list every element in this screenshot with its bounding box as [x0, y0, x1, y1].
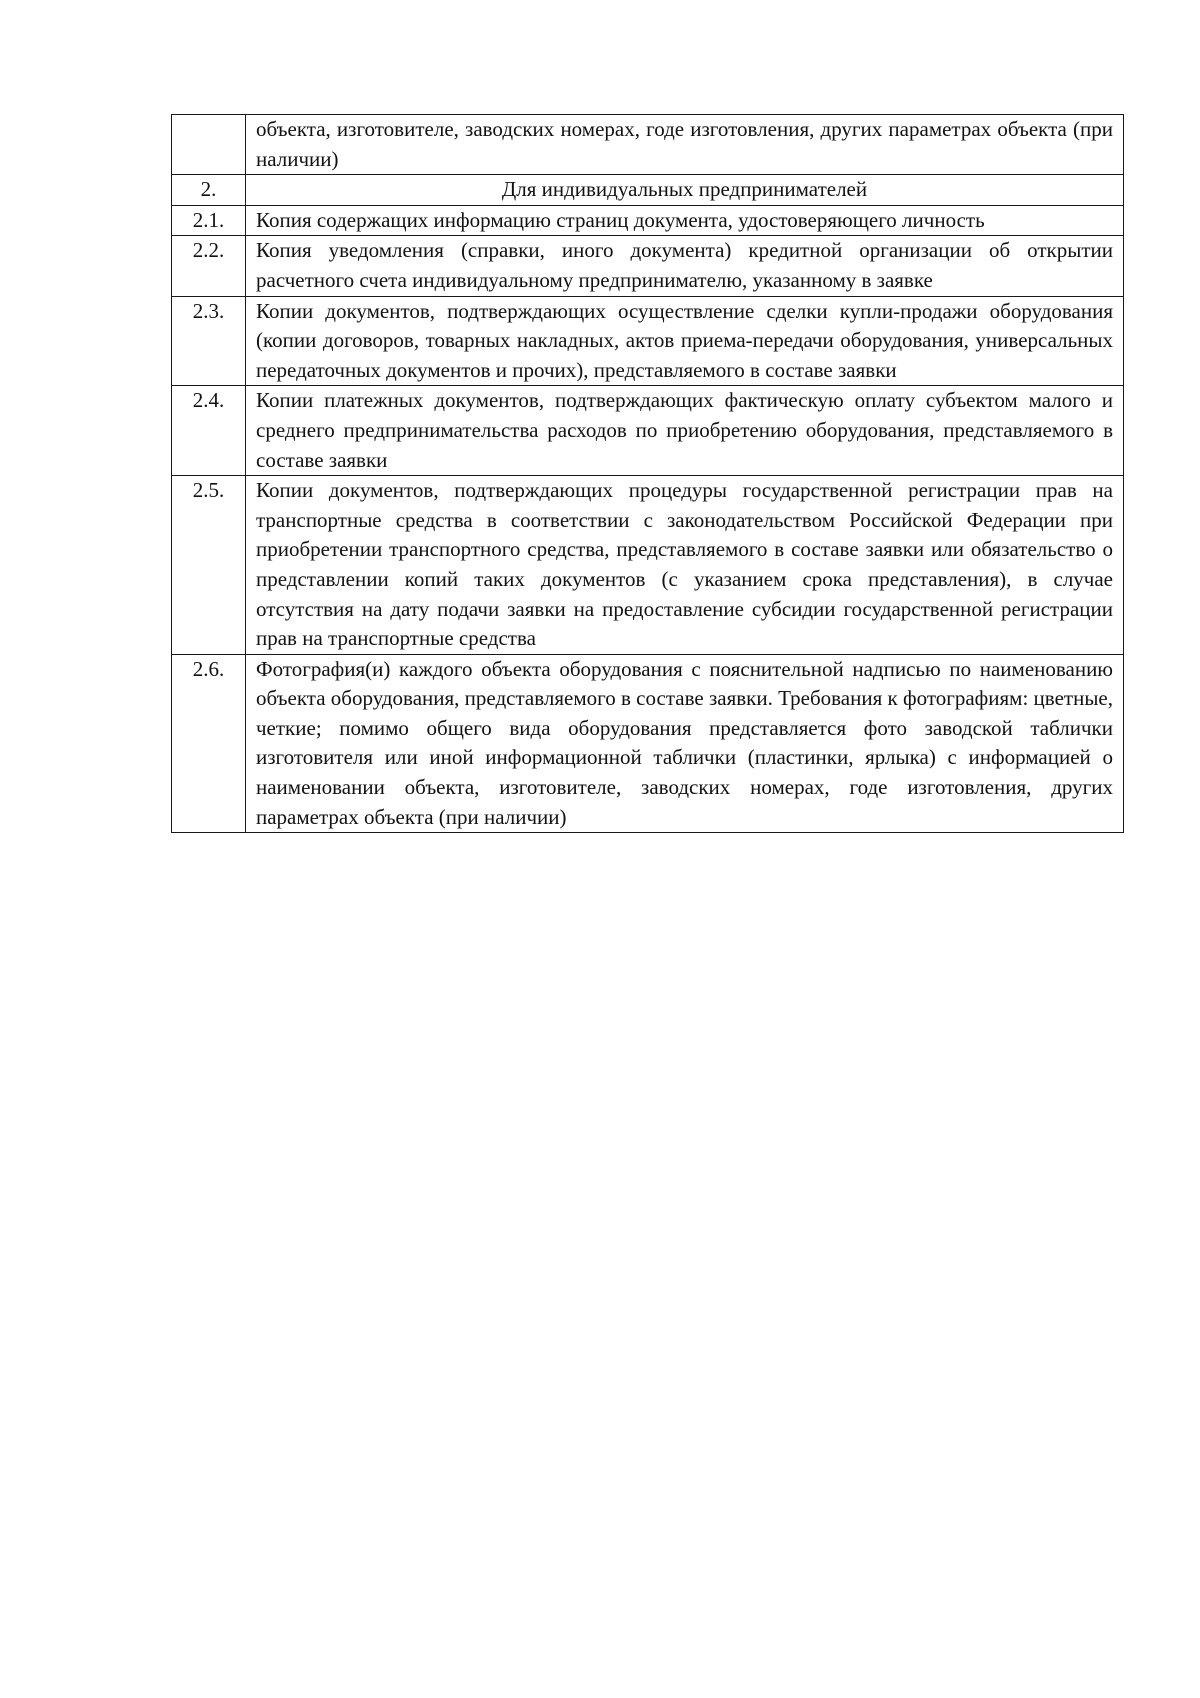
section-heading: Для индивидуальных предпринимателей	[246, 175, 1124, 206]
table-row	[172, 296, 1124, 386]
row-text: Фотография(и) каждого объекта оборудования с пояснительной надписью по наименованию объекта оборудования, представляемого в составе заявки. Требования к фотографиям: цветные, четкие; помимо общего вида оборудования представляется фото заводской таблички изготовителя или иной информационной таблички (пластинки, ярлыка) с информацией о наименовании объекта, изготовителе, заводских номерах, годе изготовления, других параметрах объекта (при наличии)	[246, 654, 1124, 833]
row-text: объекта, изготовителе, заводских номерах, годе изготовления, других параметрах объекта (при наличии)	[246, 115, 1124, 175]
row-number	[172, 115, 246, 175]
table-section-heading-row	[172, 175, 1124, 206]
table-row	[172, 654, 1124, 833]
row-text: Копии документов, подтверждающих осуществление сделки купли-продажи оборудования (копии договоров, товарных накладных, актов приема-передачи оборудования, универсальных передаточных документов и прочих), представляемого в составе заявки	[246, 296, 1124, 386]
row-number: 2.	[172, 175, 246, 206]
table-row	[172, 205, 1124, 236]
row-text: Копии документов, подтверждающих процедуры государственной регистрации прав на транспортные средства в соответствии с законодательством Российской Федерации при приобретении транспортного средства, представляемого в составе заявки или обязательство о представлении копий таких документов (с указанием срока представления), в случае отсутствия на дату подачи заявки на предоставление субсидии государственной регистрации прав на транспортные средства	[246, 476, 1124, 655]
table-row	[172, 115, 1124, 175]
row-number: 2.6.	[172, 654, 246, 833]
documents-table	[171, 114, 1124, 833]
row-text: Копия содержащих информацию страниц документа, удостоверяющего личность	[246, 205, 1124, 236]
row-number: 2.5.	[172, 476, 246, 655]
row-number: 2.4.	[172, 386, 246, 476]
row-number: 2.1.	[172, 205, 246, 236]
table-row	[172, 476, 1124, 655]
table-row	[172, 386, 1124, 476]
row-text: Копии платежных документов, подтверждающих фактическую оплату субъектом малого и среднего предпринимательства расходов по приобретению оборудования, представляемого в составе заявки	[246, 386, 1124, 476]
table-row	[172, 236, 1124, 296]
row-text: Копия уведомления (справки, иного документа) кредитной организации об открытии расчетного счета индивидуальному предпринимателю, указанному в заявке	[246, 236, 1124, 296]
row-number: 2.3.	[172, 296, 246, 386]
row-number: 2.2.	[172, 236, 246, 296]
